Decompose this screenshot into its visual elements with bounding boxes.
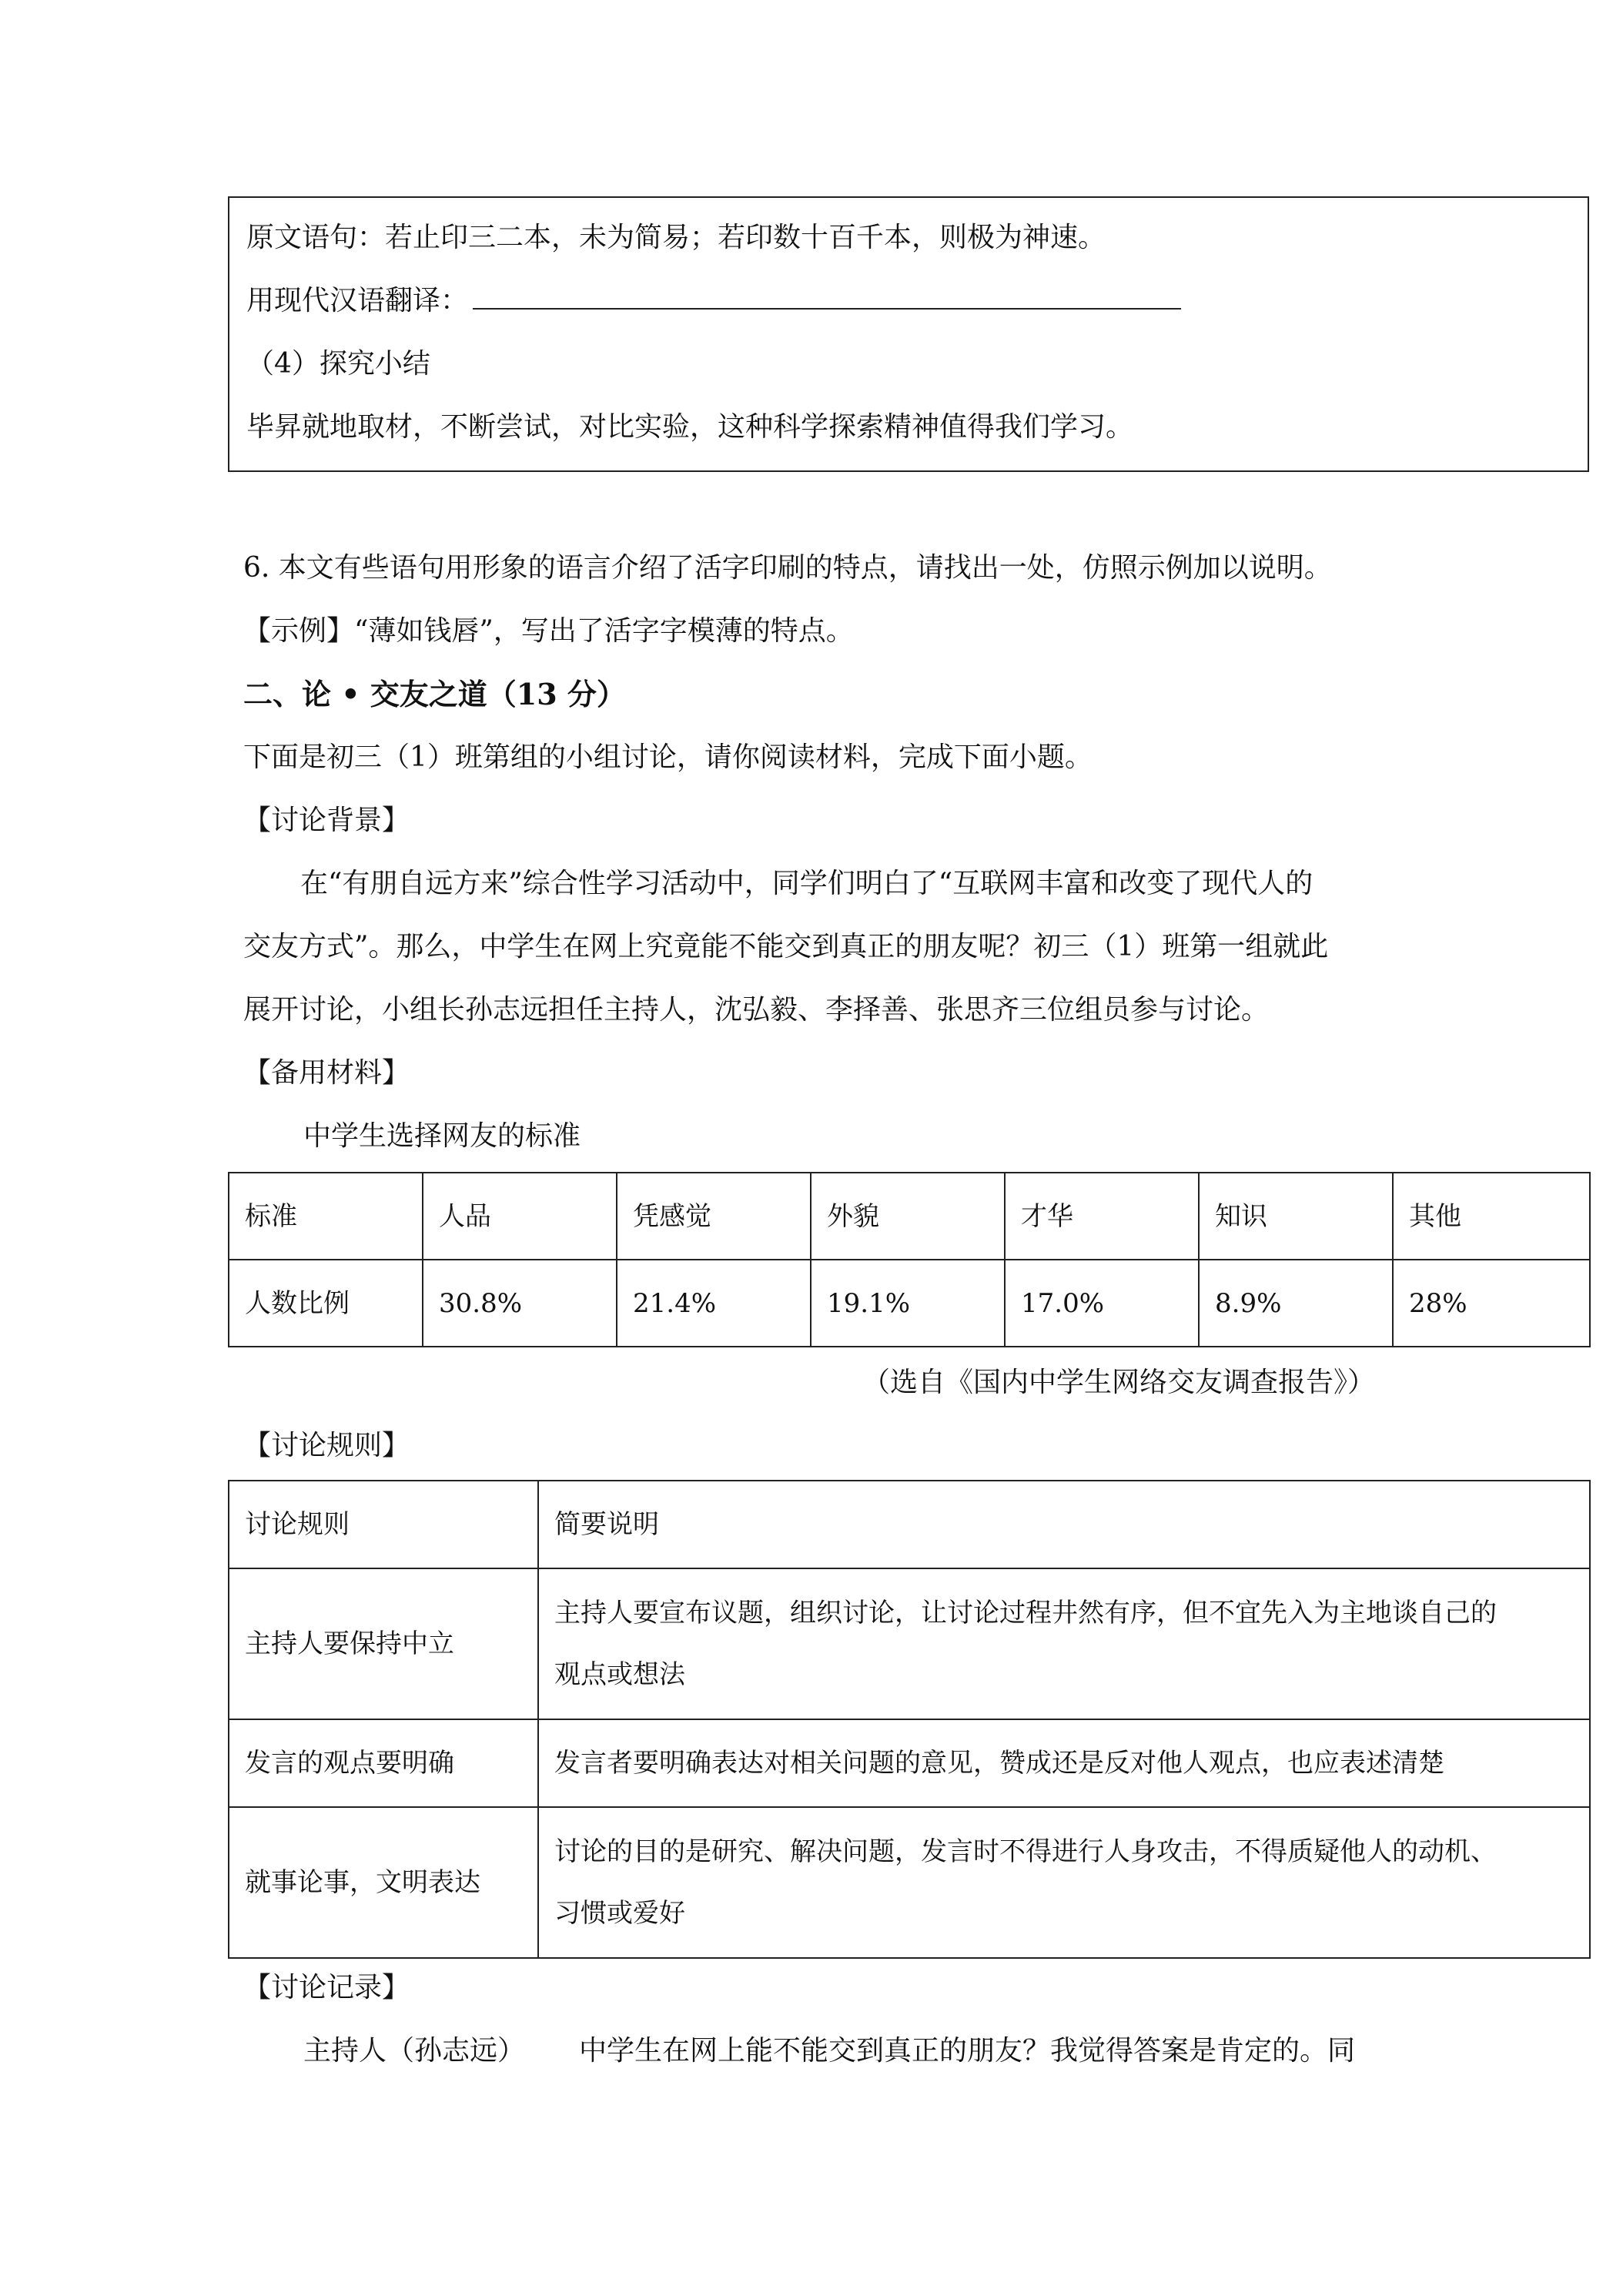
background-line-2: 交友方式”。那么，中学生在网上究竟能不能交到真正的朋友呢？初三（1）班第一组就此 [243,931,1329,962]
table-cell: 19.1% [811,1260,1005,1347]
answer-blank[interactable] [473,285,1181,310]
description-line: 讨论的目的是研究、解决问题，发言时不得进行人身攻击，不得质疑他人的动机、 [554,1836,1497,1867]
table-cell: 21.4% [617,1260,811,1347]
section-2-title: 二、论 • 交友之道（13 分） [243,677,626,711]
original-sentence: 原文语句：若止印三二本，未为简易；若印数十百千本，则极为神速。 [246,222,1106,253]
question-6-example: 【示例】“薄如钱唇”，写出了活字字模薄的特点。 [243,615,854,647]
section-2-intro: 下面是初三（1）班第组的小组讨论，请你阅读材料，完成下面小题。 [243,741,1093,773]
rules-label: 【讨论规则】 [243,1430,410,1461]
table-cell: 28% [1393,1260,1590,1347]
record-speaker: 主持人（孙志远） [303,2035,526,2067]
materials-label: 【备用材料】 [243,1057,410,1089]
description-line: 观点或想法 [554,1659,685,1690]
table-header-cell: 标准 [229,1173,423,1260]
description-cell [538,1807,1590,1958]
table-row [229,1568,1590,1719]
table-row [229,1807,1590,1958]
translation-label: 用现代汉语翻译： [246,285,469,316]
table-header-row [229,1173,1590,1260]
inquiry-summary-label: （4）探究小结 [246,348,430,380]
description-cell: 发言者要明确表达对相关问题的意见，赞成还是反对他人观点，也应表述清楚 [538,1719,1590,1807]
description-line: 主持人要宣布议题，组织讨论，让讨论过程井然有序，但不宜先入为主地谈自己的 [554,1598,1497,1628]
rule-cell: 就事论事，文明表达 [229,1807,538,1958]
table-cell: 人数比例 [229,1260,423,1347]
record-label: 【讨论记录】 [243,1972,410,2003]
table-1-title: 中学生选择网友的标准 [303,1120,581,1152]
table-1-source: （选自《国内中学生网络交友调查报告》） [862,1367,1376,1398]
table-row [229,1260,1590,1347]
description-cell [538,1568,1590,1719]
translation-box [228,196,1589,472]
table-header-cell: 讨论规则 [229,1481,538,1568]
table-header-cell: 简要说明 [538,1481,1590,1568]
background-line-3: 展开讨论，小组长孙志远担任主持人，沈弘毅、李择善、张思齐三位组员参与讨论。 [243,994,1270,1026]
description-line: 习惯或爱好 [554,1898,685,1929]
background-line-1: 在“有朋自远方来”综合性学习活动中，同学们明白了“互联网丰富和改变了现代人的 [300,868,1313,899]
table-header-cell: 知识 [1199,1173,1393,1260]
table-header-row [229,1481,1590,1568]
table-cell: 8.9% [1199,1260,1393,1347]
question-6: 6. 本文有些语句用形象的语言介绍了活字印刷的特点，请找出一处，仿照示例加以说明。 [243,552,1332,584]
translation-prompt [246,284,1181,318]
table-header-cell: 其他 [1393,1173,1590,1260]
discussion-rules-table [228,1480,1591,1959]
table-row [229,1719,1590,1807]
table-cell: 17.0% [1005,1260,1199,1347]
table-header-cell: 凭感觉 [617,1173,811,1260]
background-label: 【讨论背景】 [243,805,410,836]
table-cell: 30.8% [423,1260,617,1347]
rule-cell: 主持人要保持中立 [229,1568,538,1719]
record-line [303,2034,1355,2068]
table-header-cell: 才华 [1005,1173,1199,1260]
inquiry-summary-text: 毕昇就地取材，不断尝试，对比实验，这种科学探索精神值得我们学习。 [246,411,1134,443]
record-text: 中学生在网上能不能交到真正的朋友？我觉得答案是肯定的。同 [579,2035,1356,2067]
friend-criteria-table [228,1172,1591,1347]
table-header-cell: 人品 [423,1173,617,1260]
rule-cell: 发言的观点要明确 [229,1719,538,1807]
table-header-cell: 外貌 [811,1173,1005,1260]
